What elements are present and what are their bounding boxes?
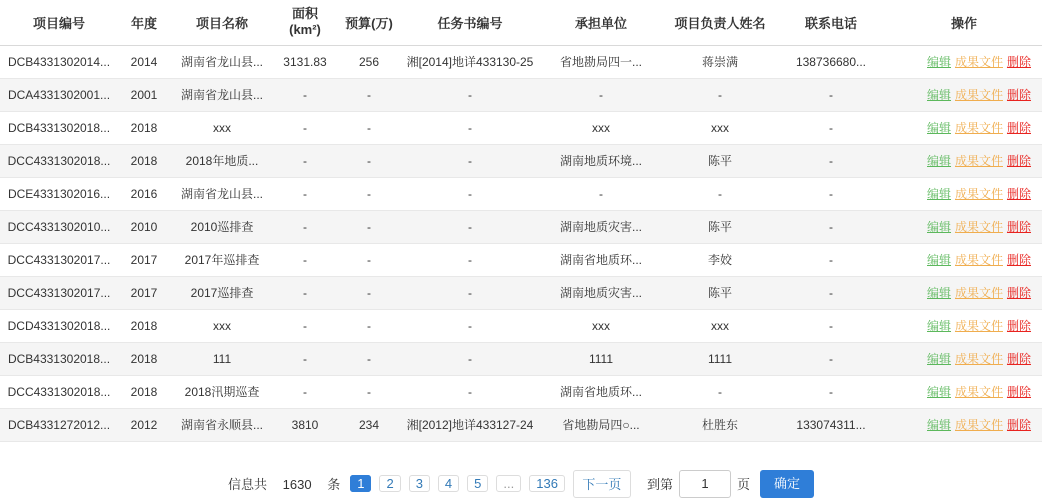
cell-budget: - <box>336 111 402 144</box>
pagination-ellipsis: ... <box>496 475 521 492</box>
result-file-link[interactable]: 成果文件 <box>954 187 1003 201</box>
cell-operations <box>886 375 1042 408</box>
pagination-info <box>228 474 340 493</box>
cell-year: 2012 <box>118 408 170 441</box>
cell-operations <box>886 78 1042 111</box>
cell-phone: - <box>776 276 886 309</box>
cell-leader: 陈平 <box>664 276 776 309</box>
page-button[interactable]: 5 <box>467 475 488 492</box>
cell-leader: - <box>664 78 776 111</box>
cell-task-code: 湘[2014]地详433130-25 <box>402 45 538 78</box>
cell-project-code: DCC4331302017... <box>0 243 118 276</box>
cell-task-code: - <box>402 309 538 342</box>
cell-phone: - <box>776 78 886 111</box>
cell-project-code: DCC4331302018... <box>0 144 118 177</box>
cell-budget: - <box>336 276 402 309</box>
edit-link[interactable]: 编辑 <box>927 418 952 432</box>
cell-operations <box>886 45 1042 78</box>
cell-leader: xxx <box>664 111 776 144</box>
column-header-area-line2: (km²) <box>289 22 321 38</box>
cell-project-code: DCB4331302018... <box>0 342 118 375</box>
cell-task-code: 湘[2012]地详433127-24 <box>402 408 538 441</box>
page-button[interactable]: 136 <box>529 475 565 492</box>
cell-phone: 133074311... <box>776 408 886 441</box>
cell-phone: - <box>776 177 886 210</box>
table-row <box>0 243 1042 276</box>
pagination-page-buttons <box>350 470 573 498</box>
cell-project-code: DCB4331272012... <box>0 408 118 441</box>
cell-project-name: 2017巡排查 <box>170 276 274 309</box>
cell-task-code: - <box>402 342 538 375</box>
column-header-year: 年度 <box>118 0 170 45</box>
delete-link[interactable]: 删除 <box>1006 286 1031 300</box>
cell-operations <box>886 276 1042 309</box>
table-row <box>0 342 1042 375</box>
edit-link[interactable]: 编辑 <box>927 88 952 102</box>
cell-budget: - <box>336 342 402 375</box>
cell-project-name: 湖南省永顺县... <box>170 408 274 441</box>
cell-operations <box>886 144 1042 177</box>
cell-budget: - <box>336 309 402 342</box>
cell-project-name: 111 <box>170 342 274 375</box>
delete-link[interactable]: 删除 <box>1006 319 1031 333</box>
cell-project-name: 2017年巡排查 <box>170 243 274 276</box>
result-file-link[interactable]: 成果文件 <box>954 319 1003 333</box>
cell-year: 2001 <box>118 78 170 111</box>
delete-link[interactable]: 删除 <box>1006 418 1031 432</box>
cell-budget: - <box>336 210 402 243</box>
cell-area: - <box>274 144 336 177</box>
result-file-link[interactable]: 成果文件 <box>954 88 1003 102</box>
cell-task-code: - <box>402 177 538 210</box>
page-button[interactable]: 2 <box>379 475 400 492</box>
cell-area: - <box>274 177 336 210</box>
cell-project-name: 2018年地质... <box>170 144 274 177</box>
cell-budget: 234 <box>336 408 402 441</box>
cell-project-code: DCC4331302017... <box>0 276 118 309</box>
cell-project-code: DCA4331302001... <box>0 78 118 111</box>
delete-link[interactable]: 删除 <box>1006 154 1031 168</box>
cell-leader: 杜胜东 <box>664 408 776 441</box>
cell-project-name: 2018汛期巡查 <box>170 375 274 408</box>
table-row <box>0 276 1042 309</box>
cell-area: 3131.83 <box>274 45 336 78</box>
cell-phone: 138736680... <box>776 45 886 78</box>
cell-budget: - <box>336 78 402 111</box>
page-button[interactable]: 3 <box>409 475 430 492</box>
cell-leader: 1111 <box>664 342 776 375</box>
cell-unit: 湖南地质灾害... <box>538 276 664 309</box>
pagination <box>0 470 1042 498</box>
cell-unit: 省地勘局四一... <box>538 45 664 78</box>
cell-year: 2018 <box>118 111 170 144</box>
edit-link[interactable]: 编辑 <box>927 220 952 234</box>
edit-link[interactable]: 编辑 <box>927 319 952 333</box>
cell-phone: - <box>776 309 886 342</box>
cell-task-code: - <box>402 144 538 177</box>
pagination-total-count: 1630 <box>282 477 312 492</box>
cell-budget: 256 <box>336 45 402 78</box>
cell-budget: - <box>336 243 402 276</box>
edit-link[interactable]: 编辑 <box>927 55 952 69</box>
cell-phone: - <box>776 144 886 177</box>
cell-leader: - <box>664 177 776 210</box>
cell-leader: - <box>664 375 776 408</box>
column-header-operations: 操作 <box>886 0 1042 45</box>
next-page-button[interactable]: 下一页 <box>573 470 631 498</box>
result-file-link[interactable]: 成果文件 <box>954 418 1003 432</box>
edit-link[interactable]: 编辑 <box>927 121 952 135</box>
cell-task-code: - <box>402 111 538 144</box>
cell-leader: 李姣 <box>664 243 776 276</box>
page-button[interactable]: 1 <box>350 475 371 492</box>
cell-task-code: - <box>402 78 538 111</box>
cell-area: - <box>274 111 336 144</box>
cell-year: 2018 <box>118 342 170 375</box>
cell-year: 2010 <box>118 210 170 243</box>
column-header-budget: 预算(万) <box>336 0 402 45</box>
cell-budget: - <box>336 375 402 408</box>
cell-leader: xxx <box>664 309 776 342</box>
cell-project-code: DCB4331302014... <box>0 45 118 78</box>
cell-phone: - <box>776 210 886 243</box>
table-row <box>0 177 1042 210</box>
result-file-link[interactable]: 成果文件 <box>954 385 1003 399</box>
table-row <box>0 45 1042 78</box>
cell-phone: - <box>776 342 886 375</box>
cell-area: - <box>274 276 336 309</box>
cell-task-code: - <box>402 276 538 309</box>
delete-link[interactable]: 删除 <box>1006 220 1031 234</box>
cell-unit: 湖南地质灾害... <box>538 210 664 243</box>
cell-operations <box>886 210 1042 243</box>
delete-link[interactable]: 删除 <box>1006 385 1031 399</box>
column-header-unit: 承担单位 <box>538 0 664 45</box>
cell-operations <box>886 342 1042 375</box>
edit-link[interactable]: 编辑 <box>927 187 952 201</box>
result-file-link[interactable]: 成果文件 <box>954 352 1003 366</box>
edit-link[interactable]: 编辑 <box>927 286 952 300</box>
delete-link[interactable]: 删除 <box>1006 121 1031 135</box>
cell-project-name: 湖南省龙山县... <box>170 78 274 111</box>
table-header-row <box>0 0 1042 45</box>
cell-year: 2018 <box>118 309 170 342</box>
cell-task-code: - <box>402 375 538 408</box>
column-header-project-code: 项目编号 <box>0 0 118 45</box>
cell-phone: - <box>776 111 886 144</box>
cell-area: - <box>274 375 336 408</box>
delete-link[interactable]: 删除 <box>1006 253 1031 267</box>
pagination-info-suffix: 条 <box>327 477 341 492</box>
cell-leader: 蒋崇满 <box>664 45 776 78</box>
page-unit-label: 页 <box>736 477 750 492</box>
table-header <box>0 0 1042 45</box>
result-file-link[interactable]: 成果文件 <box>954 121 1003 135</box>
cell-unit: 省地勘局四○... <box>538 408 664 441</box>
goto-page-input[interactable] <box>679 470 731 498</box>
cell-unit: xxx <box>538 111 664 144</box>
cell-year: 2018 <box>118 144 170 177</box>
cell-project-code: DCB4331302018... <box>0 111 118 144</box>
cell-operations <box>886 309 1042 342</box>
cell-operations <box>886 177 1042 210</box>
table-row <box>0 309 1042 342</box>
cell-project-name: 湖南省龙山县... <box>170 177 274 210</box>
cell-year: 2017 <box>118 243 170 276</box>
delete-link[interactable]: 删除 <box>1006 352 1031 366</box>
cell-task-code: - <box>402 210 538 243</box>
table-row <box>0 78 1042 111</box>
edit-link[interactable]: 编辑 <box>927 253 952 267</box>
cell-unit: 湖南省地质环... <box>538 243 664 276</box>
column-header-area <box>274 0 336 45</box>
cell-budget: - <box>336 177 402 210</box>
column-header-project-name: 项目名称 <box>170 0 274 45</box>
cell-project-name: 湖南省龙山县... <box>170 45 274 78</box>
cell-phone: - <box>776 243 886 276</box>
cell-operations <box>886 408 1042 441</box>
cell-project-code: DCE4331302016... <box>0 177 118 210</box>
cell-unit: 湖南省地质环... <box>538 375 664 408</box>
cell-unit: 湖南地质环境... <box>538 144 664 177</box>
table-row <box>0 408 1042 441</box>
delete-link[interactable]: 删除 <box>1006 55 1031 69</box>
result-file-link[interactable]: 成果文件 <box>954 286 1003 300</box>
cell-operations <box>886 243 1042 276</box>
cell-project-code: DCC4331302018... <box>0 375 118 408</box>
pagination-info-prefix: 信息共 <box>228 477 268 492</box>
column-header-task-code: 任务书编号 <box>402 0 538 45</box>
cell-phone: - <box>776 375 886 408</box>
cell-project-name: xxx <box>170 111 274 144</box>
cell-project-code: DCC4331302010... <box>0 210 118 243</box>
column-header-area-line1: 面积 <box>291 6 318 21</box>
cell-unit: - <box>538 78 664 111</box>
cell-unit: 1111 <box>538 342 664 375</box>
cell-year: 2014 <box>118 45 170 78</box>
cell-unit: xxx <box>538 309 664 342</box>
goto-page-label: 到第 <box>646 477 673 492</box>
cell-project-code: DCD4331302018... <box>0 309 118 342</box>
cell-leader: 陈平 <box>664 144 776 177</box>
column-header-phone: 联系电话 <box>776 0 886 45</box>
cell-area: - <box>274 309 336 342</box>
cell-project-name: 2010巡排查 <box>170 210 274 243</box>
cell-task-code: - <box>402 243 538 276</box>
edit-link[interactable]: 编辑 <box>927 385 952 399</box>
cell-area: - <box>274 342 336 375</box>
table-row <box>0 375 1042 408</box>
cell-year: 2017 <box>118 276 170 309</box>
cell-project-name: xxx <box>170 309 274 342</box>
cell-operations <box>886 111 1042 144</box>
cell-leader: 陈平 <box>664 210 776 243</box>
cell-budget: - <box>336 144 402 177</box>
table-row <box>0 111 1042 144</box>
page-button[interactable]: 4 <box>438 475 459 492</box>
column-header-leader: 项目负责人姓名 <box>664 0 776 45</box>
table-row <box>0 210 1042 243</box>
edit-link[interactable]: 编辑 <box>927 154 952 168</box>
cell-area: - <box>274 243 336 276</box>
cell-area: 3810 <box>274 408 336 441</box>
result-file-link[interactable]: 成果文件 <box>954 55 1003 69</box>
cell-area: - <box>274 78 336 111</box>
cell-year: 2018 <box>118 375 170 408</box>
cell-area: - <box>274 210 336 243</box>
confirm-button[interactable]: 确定 <box>760 470 814 498</box>
cell-unit: - <box>538 177 664 210</box>
result-file-link[interactable]: 成果文件 <box>954 253 1003 267</box>
delete-link[interactable]: 删除 <box>1006 88 1031 102</box>
delete-link[interactable]: 删除 <box>1006 187 1031 201</box>
table-row <box>0 144 1042 177</box>
table-body <box>0 45 1042 441</box>
edit-link[interactable]: 编辑 <box>927 352 952 366</box>
cell-year: 2016 <box>118 177 170 210</box>
result-file-link[interactable]: 成果文件 <box>954 220 1003 234</box>
result-file-link[interactable]: 成果文件 <box>954 154 1003 168</box>
